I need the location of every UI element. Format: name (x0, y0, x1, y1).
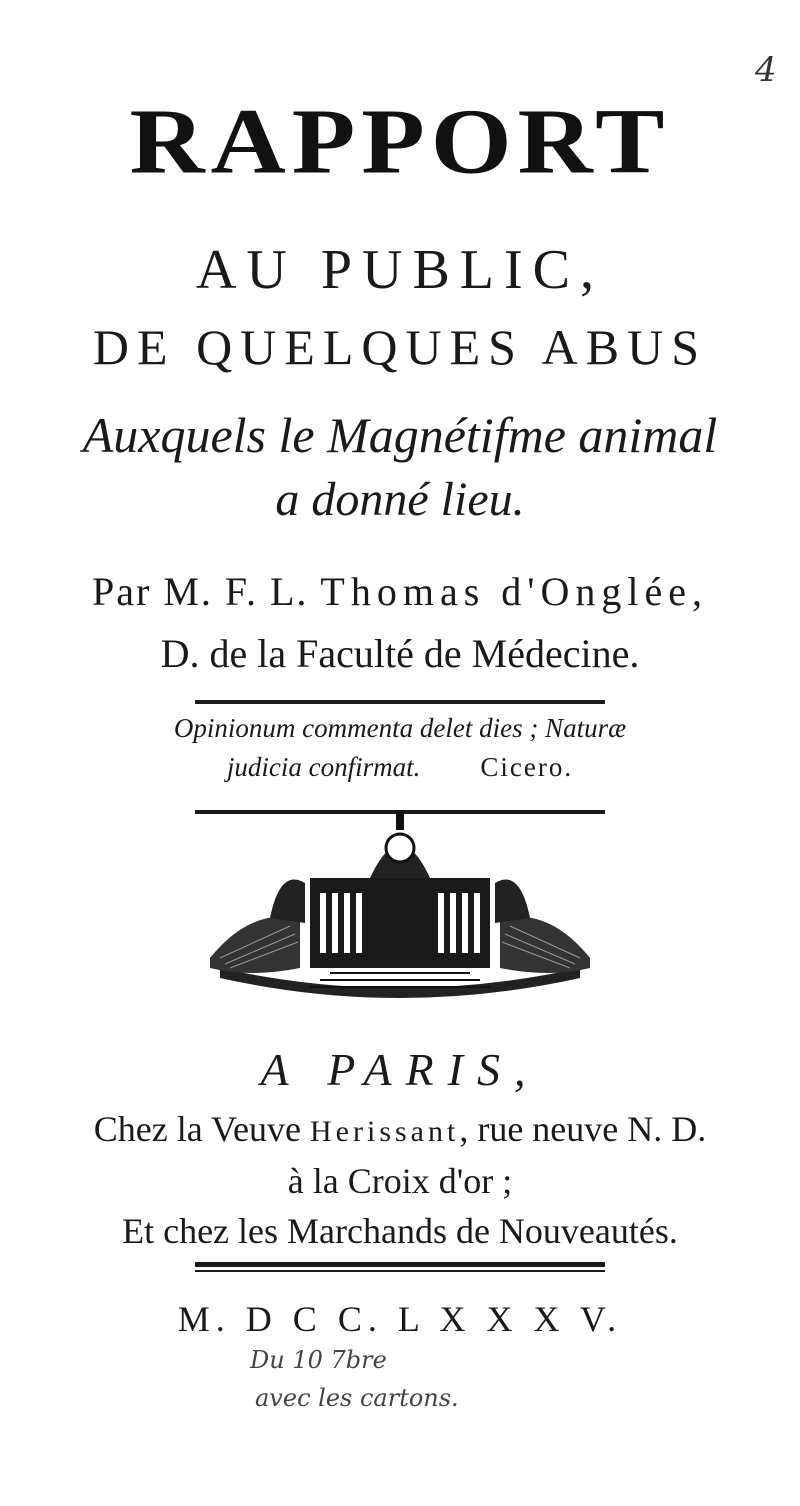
epigraph-line-2 (0, 752, 800, 783)
printer-vignette-icon (210, 808, 590, 998)
publisher-suffix: , rue neuve N. D. (459, 1109, 707, 1149)
divider-rule (195, 700, 605, 704)
author-name: Thomas d'Onglée, (320, 569, 708, 614)
epigraph-text: judicia confirmat. (226, 752, 421, 782)
subtitle-donne-lieu: a donné lieu. (275, 473, 525, 526)
epigraph-attribution: Cicero. (480, 752, 574, 782)
epigraph-line-1: Opinionum commenta delet dies ; Naturæ (173, 713, 627, 743)
divider-rule (195, 1262, 605, 1267)
subtitle-auxquels: Auxquels le Magnétifme animal (82, 407, 718, 463)
publisher-name: Herissant (310, 1115, 460, 1148)
imprint-sellers: Et chez les Marchands de Nouveautés. (122, 1211, 678, 1251)
publisher-prefix: Chez la Veuve (93, 1109, 311, 1149)
author-faculty: D. de la Faculté de Médecine. (160, 631, 640, 676)
imprint-place: A PARIS, (260, 1044, 540, 1095)
subtitle-quelques-abus: DE QUELQUES ABUS (92, 319, 708, 375)
publication-date: M. D C C. L X X X V. (177, 1299, 623, 1339)
main-title: RAPPORT (129, 89, 671, 194)
handwritten-note-2: avec les cartons. (255, 1384, 459, 1412)
author-prefix: Par M. F. L. (92, 569, 321, 614)
imprint-publisher (0, 1108, 800, 1150)
author-line (0, 568, 800, 615)
divider-rule (195, 1270, 605, 1272)
imprint-address: à la Croix d'or ; (287, 1161, 513, 1201)
subtitle-au-public: AU PUBLIC, (195, 239, 605, 301)
handwritten-note-1: Du 10 7bre (250, 1346, 387, 1374)
page-number-note: 4 (755, 50, 777, 90)
